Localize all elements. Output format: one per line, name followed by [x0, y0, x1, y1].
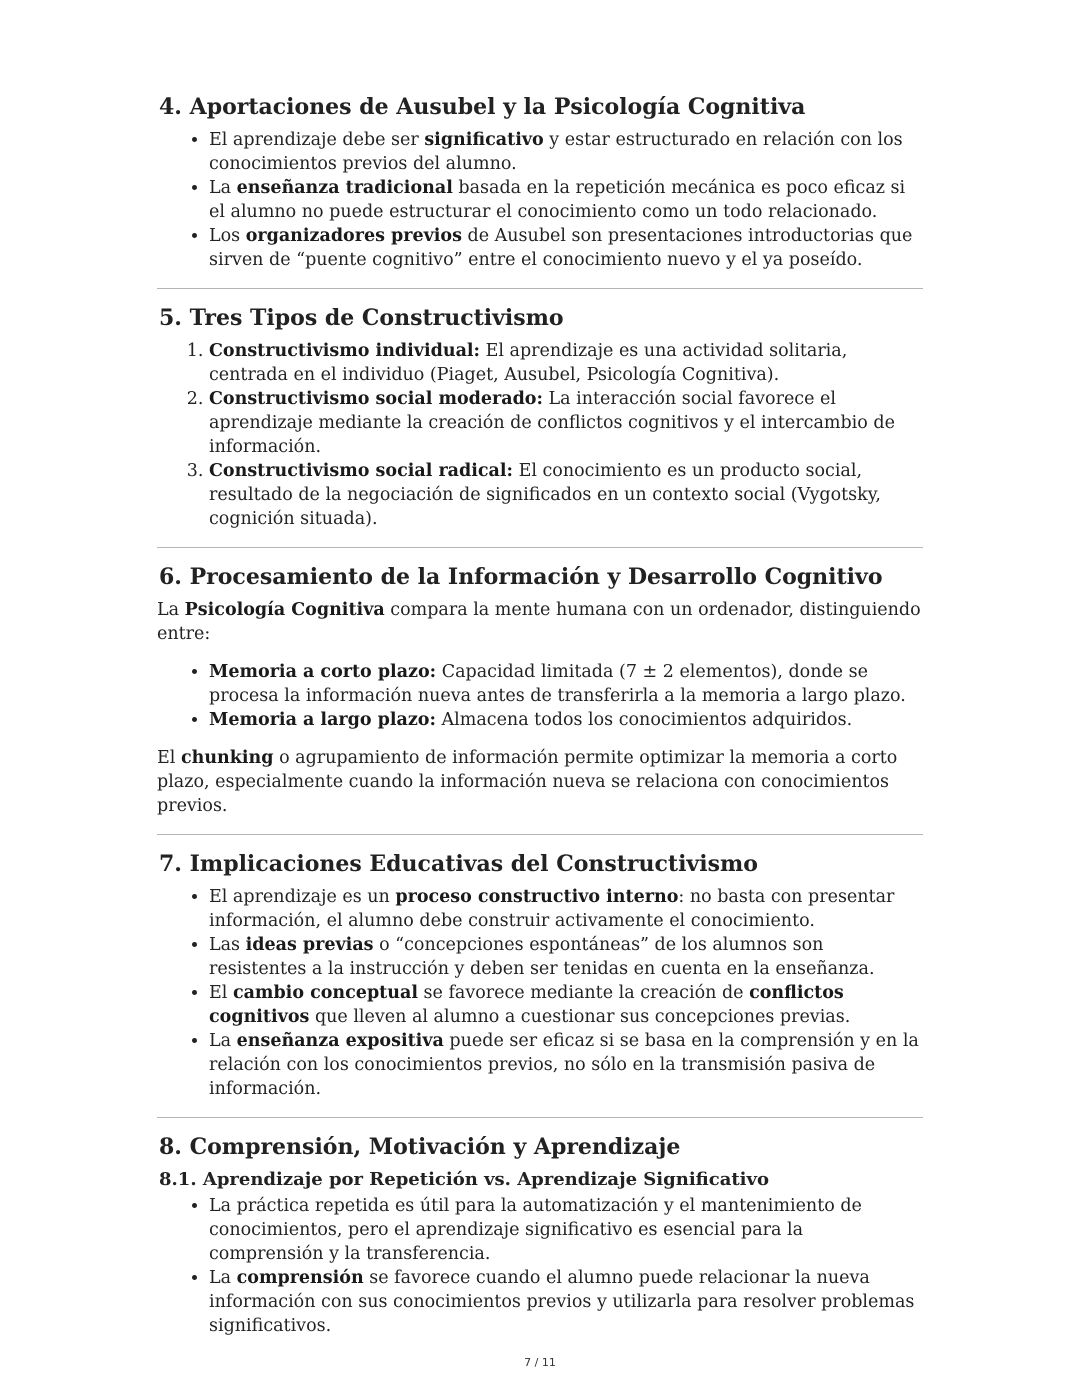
- list-item: • Las ideas previas o “concepciones espontáneas” de los alumnos son resistentes a la instrucción y deben ser tenidas en cuenta en la enseñanza.: [209, 933, 923, 981]
- section-6-outro: El chunking o agrupamiento de información permite optimizar la memoria a corto plazo, especialmente cuando la información nueva se relaciona con conocimientos previos.: [157, 748, 898, 816]
- section-8-1-subheading: 8.1. Aprendizaje por Repetición vs. Aprendizaje Significativo: [159, 1169, 769, 1190]
- section-divider: [157, 834, 923, 835]
- section-6-heading: 6. Procesamiento de la Información y Desarrollo Cognitivo: [159, 564, 883, 590]
- list-item: • El aprendizaje debe ser significativo y estar estructurado en relación con los conocimientos previos del alumno.: [209, 128, 923, 176]
- section-8-list: [157, 1194, 923, 1338]
- section-7-heading: 7. Implicaciones Educativas del Constructivismo: [159, 851, 758, 877]
- list-item: • Los organizadores previos de Ausubel son presentaciones introductorias que sirven de “puente cognitivo” entre el conocimiento nuevo y el ya poseído.: [209, 224, 923, 272]
- section-divider: [157, 288, 923, 289]
- section-7-list: [157, 885, 923, 1101]
- section-6-intro: La Psicología Cognitiva compara la mente humana con un ordenador, distinguiendo entre:: [157, 600, 921, 644]
- section-5: [157, 303, 923, 531]
- section-divider: [157, 547, 923, 548]
- page-number: 7 / 11: [524, 1356, 556, 1369]
- section-4-heading: 4. Aportaciones de Ausubel y la Psicología Cognitiva: [159, 94, 806, 120]
- list-item: • La enseñanza expositiva puede ser eficaz si se basa en la comprensión y en la relación con los conocimientos previos, no sólo en la transmisión pasiva de información.: [209, 1029, 923, 1101]
- list-item: • La comprensión se favorece cuando el alumno puede relacionar la nueva información con sus conocimientos previos y utilizarla para resolver problemas significativos.: [209, 1266, 923, 1338]
- list-item: • Memoria a corto plazo: Capacidad limitada (7 ± 2 elementos), donde se procesa la información nueva antes de transferirla a la memoria a largo plazo.: [209, 660, 923, 708]
- section-8: [157, 1132, 923, 1338]
- section-5-heading: 5. Tres Tipos de Constructivismo: [159, 305, 564, 331]
- list-item: • La práctica repetida es útil para la automatización y el mantenimiento de conocimientos, pero el aprendizaje significativo es esencial para la comprensión y la transferencia.: [209, 1194, 923, 1266]
- list-item: • La enseñanza tradicional basada en la repetición mecánica es poco eficaz si el alumno no puede estructurar el conocimiento como un todo relacionado.: [209, 176, 923, 224]
- list-item: 2. Constructivismo social moderado: La interacción social favorece el aprendizaje mediante la creación de conflictos cognitivos y el intercambio de información.: [209, 387, 923, 459]
- section-4: [157, 92, 923, 272]
- section-8-heading: 8. Comprensión, Motivación y Aprendizaje: [159, 1134, 681, 1160]
- list-item: • Memoria a largo plazo: Almacena todos los conocimientos adquiridos.: [209, 708, 923, 732]
- list-item: 3. Constructivismo social radical: El conocimiento es un producto social, resultado de la negociación de significados en un contexto social (Vygotsky, cognición situada).: [209, 459, 923, 531]
- list-item: • El aprendizaje es un proceso constructivo interno: no basta con presentar información, el alumno debe construir activamente el conocimiento.: [209, 885, 923, 933]
- section-6: [157, 562, 923, 818]
- section-divider: [157, 1117, 923, 1118]
- section-5-list: [157, 339, 923, 531]
- list-item: 1. Constructivismo individual: El aprendizaje es una actividad solitaria, centrada en el individuo (Piaget, Ausubel, Psicología Cognitiva).: [209, 339, 923, 387]
- document-page: [157, 92, 923, 1338]
- section-4-list: [157, 128, 923, 272]
- section-6-list: [157, 660, 923, 732]
- section-7: [157, 849, 923, 1101]
- list-item: • El cambio conceptual se favorece mediante la creación de conflictos cognitivos que lleven al alumno a cuestionar sus concepciones previas.: [209, 981, 923, 1029]
